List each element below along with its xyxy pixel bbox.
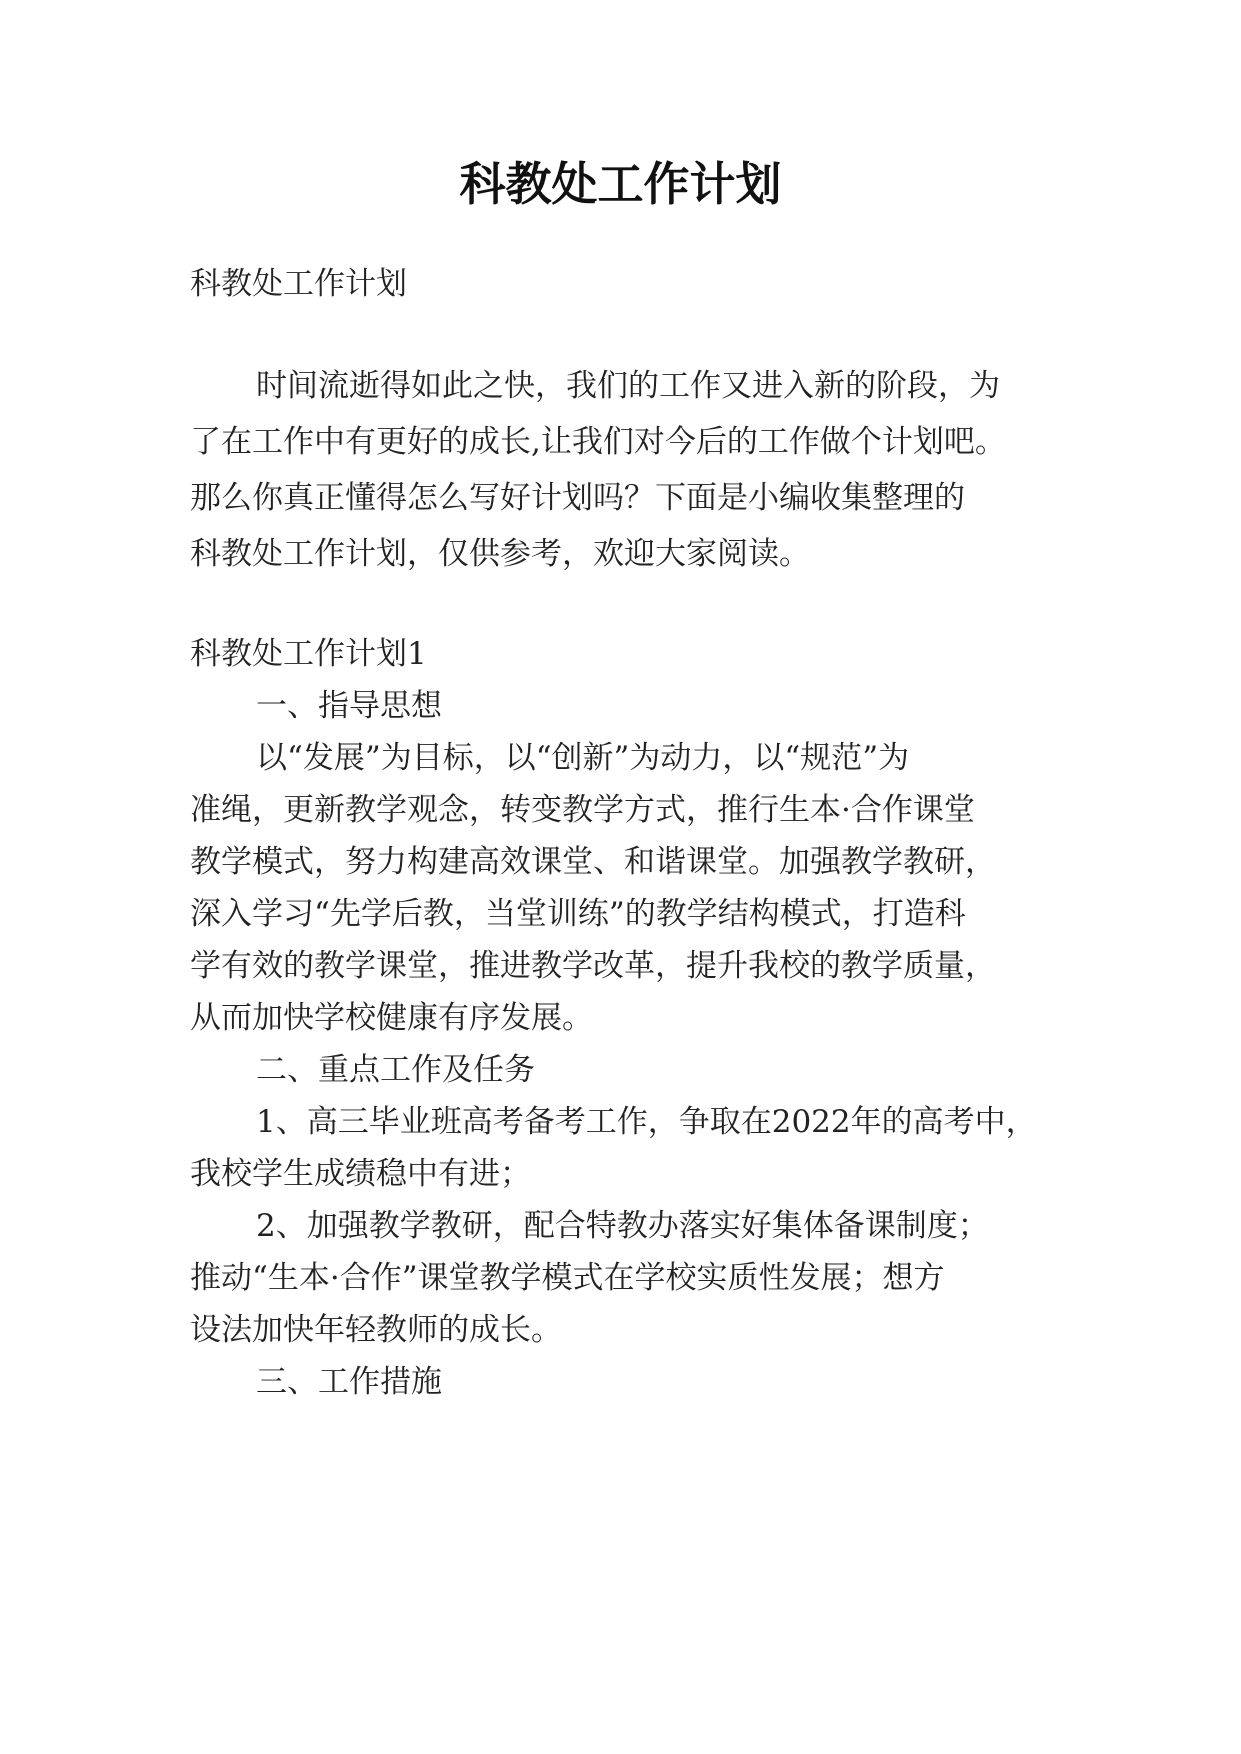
heading-guiding-ideology: 一、指导思想 [256,688,442,724]
guiding-line: 学有效的教学课堂，推进教学改革，提升我校的教学质量， [190,948,996,984]
guiding-line: 以“发展”为目标，以“创新”为动力，以“规范”为 [256,740,910,776]
heading-key-tasks: 二、重点工作及任务 [256,1052,535,1088]
task-line: 我校学生成绩稳中有进； [190,1156,531,1192]
section-title: 科教处工作计划1 [190,636,427,672]
task-line: 推动“生本·合作”课堂教学模式在学校实质性发展；想方 [190,1260,945,1296]
guiding-line: 教学模式，努力构建高效课堂、和谐课堂。加强教学教研， [190,844,996,880]
task-line: 设法加快年轻教师的成长。 [190,1312,562,1348]
document-title: 科教处工作计划 [459,157,782,211]
task-line: 1、高三毕业班高考备考工作，争取在2022年的高考中， [256,1104,1037,1140]
intro-line: 时间流逝得如此之快，我们的工作又进入新的阶段，为 [256,368,1000,404]
document-subtitle: 科教处工作计划 [190,266,407,302]
intro-line: 科教处工作计划，仅供参考，欢迎大家阅读。 [190,536,810,572]
heading-work-measures: 三、工作措施 [256,1364,442,1400]
task-line: 2、加强教学教研，配合特教办落实好集体备课制度； [256,1208,989,1244]
guiding-line: 深入学习“先学后教，当堂训练”的教学结构模式，打造科 [190,896,966,932]
guiding-line: 准绳，更新教学观念，转变教学方式，推行生本·合作课堂 [190,792,975,828]
intro-line: 了在工作中有更好的成长,让我们对今后的工作做个计划吧。 [190,424,1006,460]
guiding-line: 从而加快学校健康有序发展。 [190,1000,593,1036]
intro-line: 那么你真正懂得怎么写好计划吗？下面是小编收集整理的 [190,480,965,516]
